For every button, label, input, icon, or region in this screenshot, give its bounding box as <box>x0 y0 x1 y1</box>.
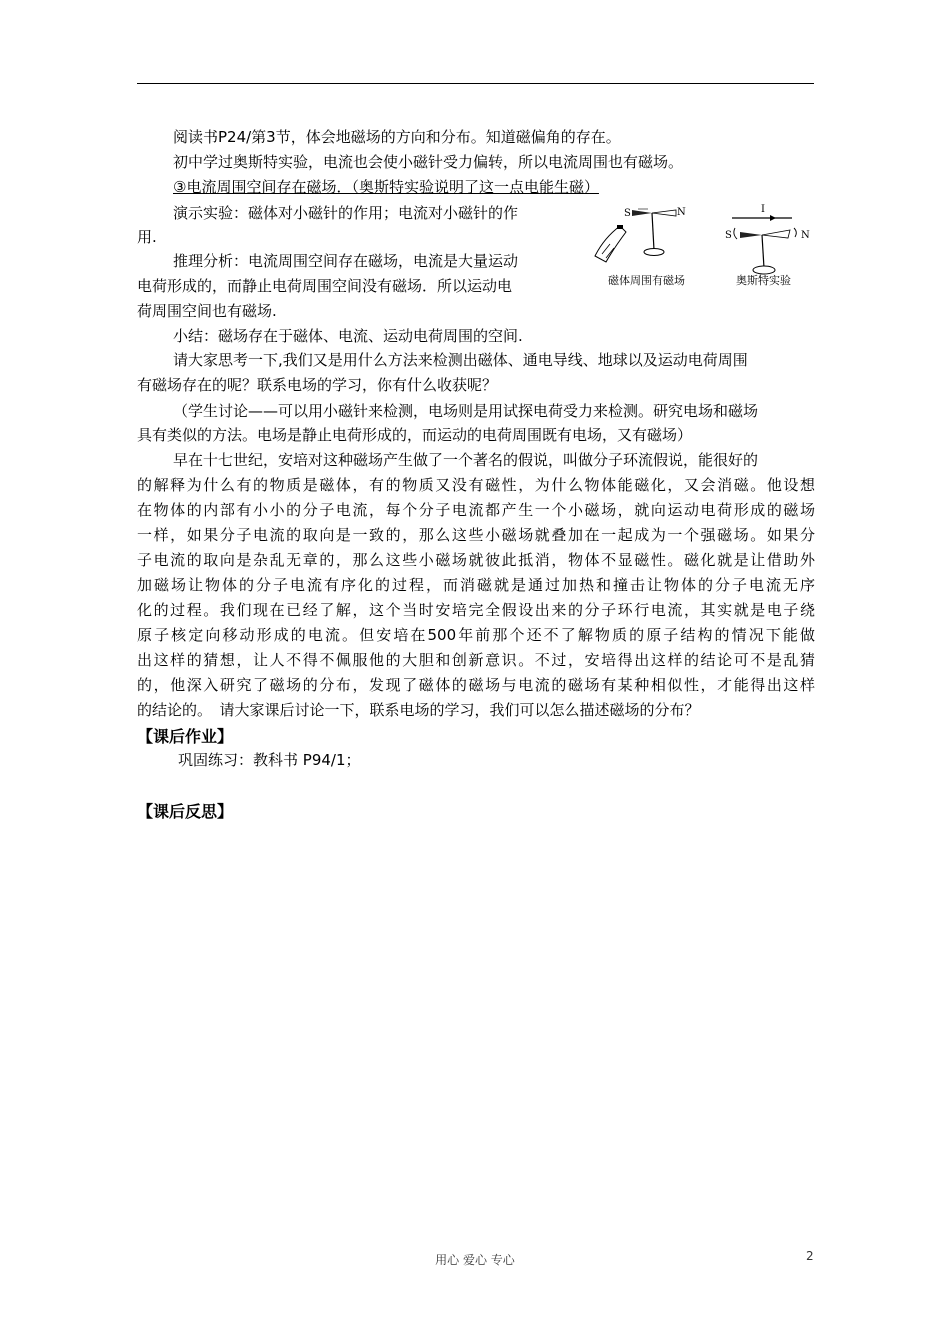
figure-caption-right: 奥斯特实验 <box>736 274 791 287</box>
page-number: 2 <box>806 1249 814 1263</box>
paragraph-line: 荷周围空间也有磁场. <box>137 302 277 320</box>
paragraph-line: 化的过程。我们现在已经了解，这个当时安培完全假设出来的分子环行电流，其实就是电子绕 <box>137 601 815 619</box>
oersted-illustration <box>732 215 796 274</box>
pole-n-label: N <box>801 230 810 241</box>
paragraph-line: 有磁场存在的呢？联系电场的学习，你有什么收获呢？ <box>137 376 498 394</box>
paragraph-line: 的结论的。 请大家课后讨论一下，联系电场的学习，我们可以怎么描述磁场的分布？ <box>137 701 700 719</box>
paragraph-line: 出这样的猜想，让人不得不佩服他的大胆和创新意识。不过，安培得出这样的结论可不是乱猜 <box>137 651 815 669</box>
paragraph-line: 具有类似的方法。电场是静止电荷形成的，而运动的电荷周围既有电场，又有磁场） <box>137 426 693 444</box>
page-footer: 用心 爱心 专心 <box>435 1253 515 1267</box>
paragraph-line: 初中学过奥斯特实验，电流也会使小磁针受力偏转，所以电流周围也有磁场。 <box>173 153 684 171</box>
paragraph-line: 阅读书P24/第3节，体会地磁场的方向和分布。知道磁偏角的存在。 <box>173 128 621 146</box>
homework-text: 巩固练习：教科书 P94/1； <box>178 751 361 769</box>
experiment-figure <box>590 198 820 290</box>
current-label: I <box>761 204 765 215</box>
underlined-conclusion: ③电流周围空间存在磁场．（奥斯特实验说明了这一点电能生磁） <box>173 178 599 196</box>
paragraph-line: 的解释为什么有的物质是磁体，有的物质又没有磁性，为什么物体能磁化，又会消磁。他设想 <box>137 476 815 494</box>
paragraph-line: 请大家思考一下,我们又是用什么方法来检测出磁体、通电导线、地球以及运动电荷周围 <box>173 351 748 369</box>
paragraph-line: 推理分析：电流周围空间存在磁场，电流是大量运动 <box>173 252 519 270</box>
paragraph-line: 原子核定向移动形成的电流。但安培在500年前那个还不了解物质的原子结构的情况下能做 <box>137 626 815 644</box>
paragraph-line: 的，他深入研究了磁场的分布，发现了磁体的磁场与电流的磁场有某种相似性，才能得出这样 <box>137 676 815 694</box>
paragraph-line: 用. <box>137 228 157 246</box>
homework-heading: 【课后作业】 <box>137 727 234 746</box>
figure-caption-left: 磁体周围有磁场 <box>608 274 685 287</box>
paragraph-line: （学生讨论——可以用小磁针来检测，电场则是用试探电荷受力来检测。研究电场和磁场 <box>173 402 759 420</box>
header-rule <box>137 83 814 84</box>
paragraph-line: 早在十七世纪，安培对这种磁场产生做了一个著名的假说，叫做分子环流假说，能很好的 <box>173 451 759 469</box>
reflection-heading: 【课后反思】 <box>137 802 234 821</box>
paragraph-line: 电荷形成的，而静止电荷周围空间没有磁场．所以运动电 <box>137 277 513 295</box>
paragraph-line: 一样，如果分子电流的取向是一致的，那么这些小磁场就叠加在一起成为一个强磁场。如果分 <box>137 526 815 544</box>
paragraph-line: 加磁场让物体的分子电流有序化的过程，而消磁就是通过加热和撞击让物体的分子电流无序 <box>137 576 815 594</box>
magnet-compass-illustration <box>595 209 676 262</box>
pole-n-label: N <box>677 207 686 218</box>
pole-s-label: S <box>624 208 631 219</box>
paragraph-line: 子电流的取向是杂乱无章的，那么这些小磁场就彼此抵消，物体不显磁性。磁化就是让借助外 <box>137 551 815 569</box>
paragraph-line: 在物体的内部有小小的分子电流，每个分子电流都产生一个小磁场，就向运动电荷形成的磁场 <box>137 501 815 519</box>
paragraph-line: 演示实验：磁体对小磁针的作用；电流对小磁针的作 <box>173 204 519 222</box>
pole-s-label: S <box>725 230 732 241</box>
summary-line: 小结：磁场存在于磁体、电流、运动电荷周围的空间. <box>173 327 523 345</box>
